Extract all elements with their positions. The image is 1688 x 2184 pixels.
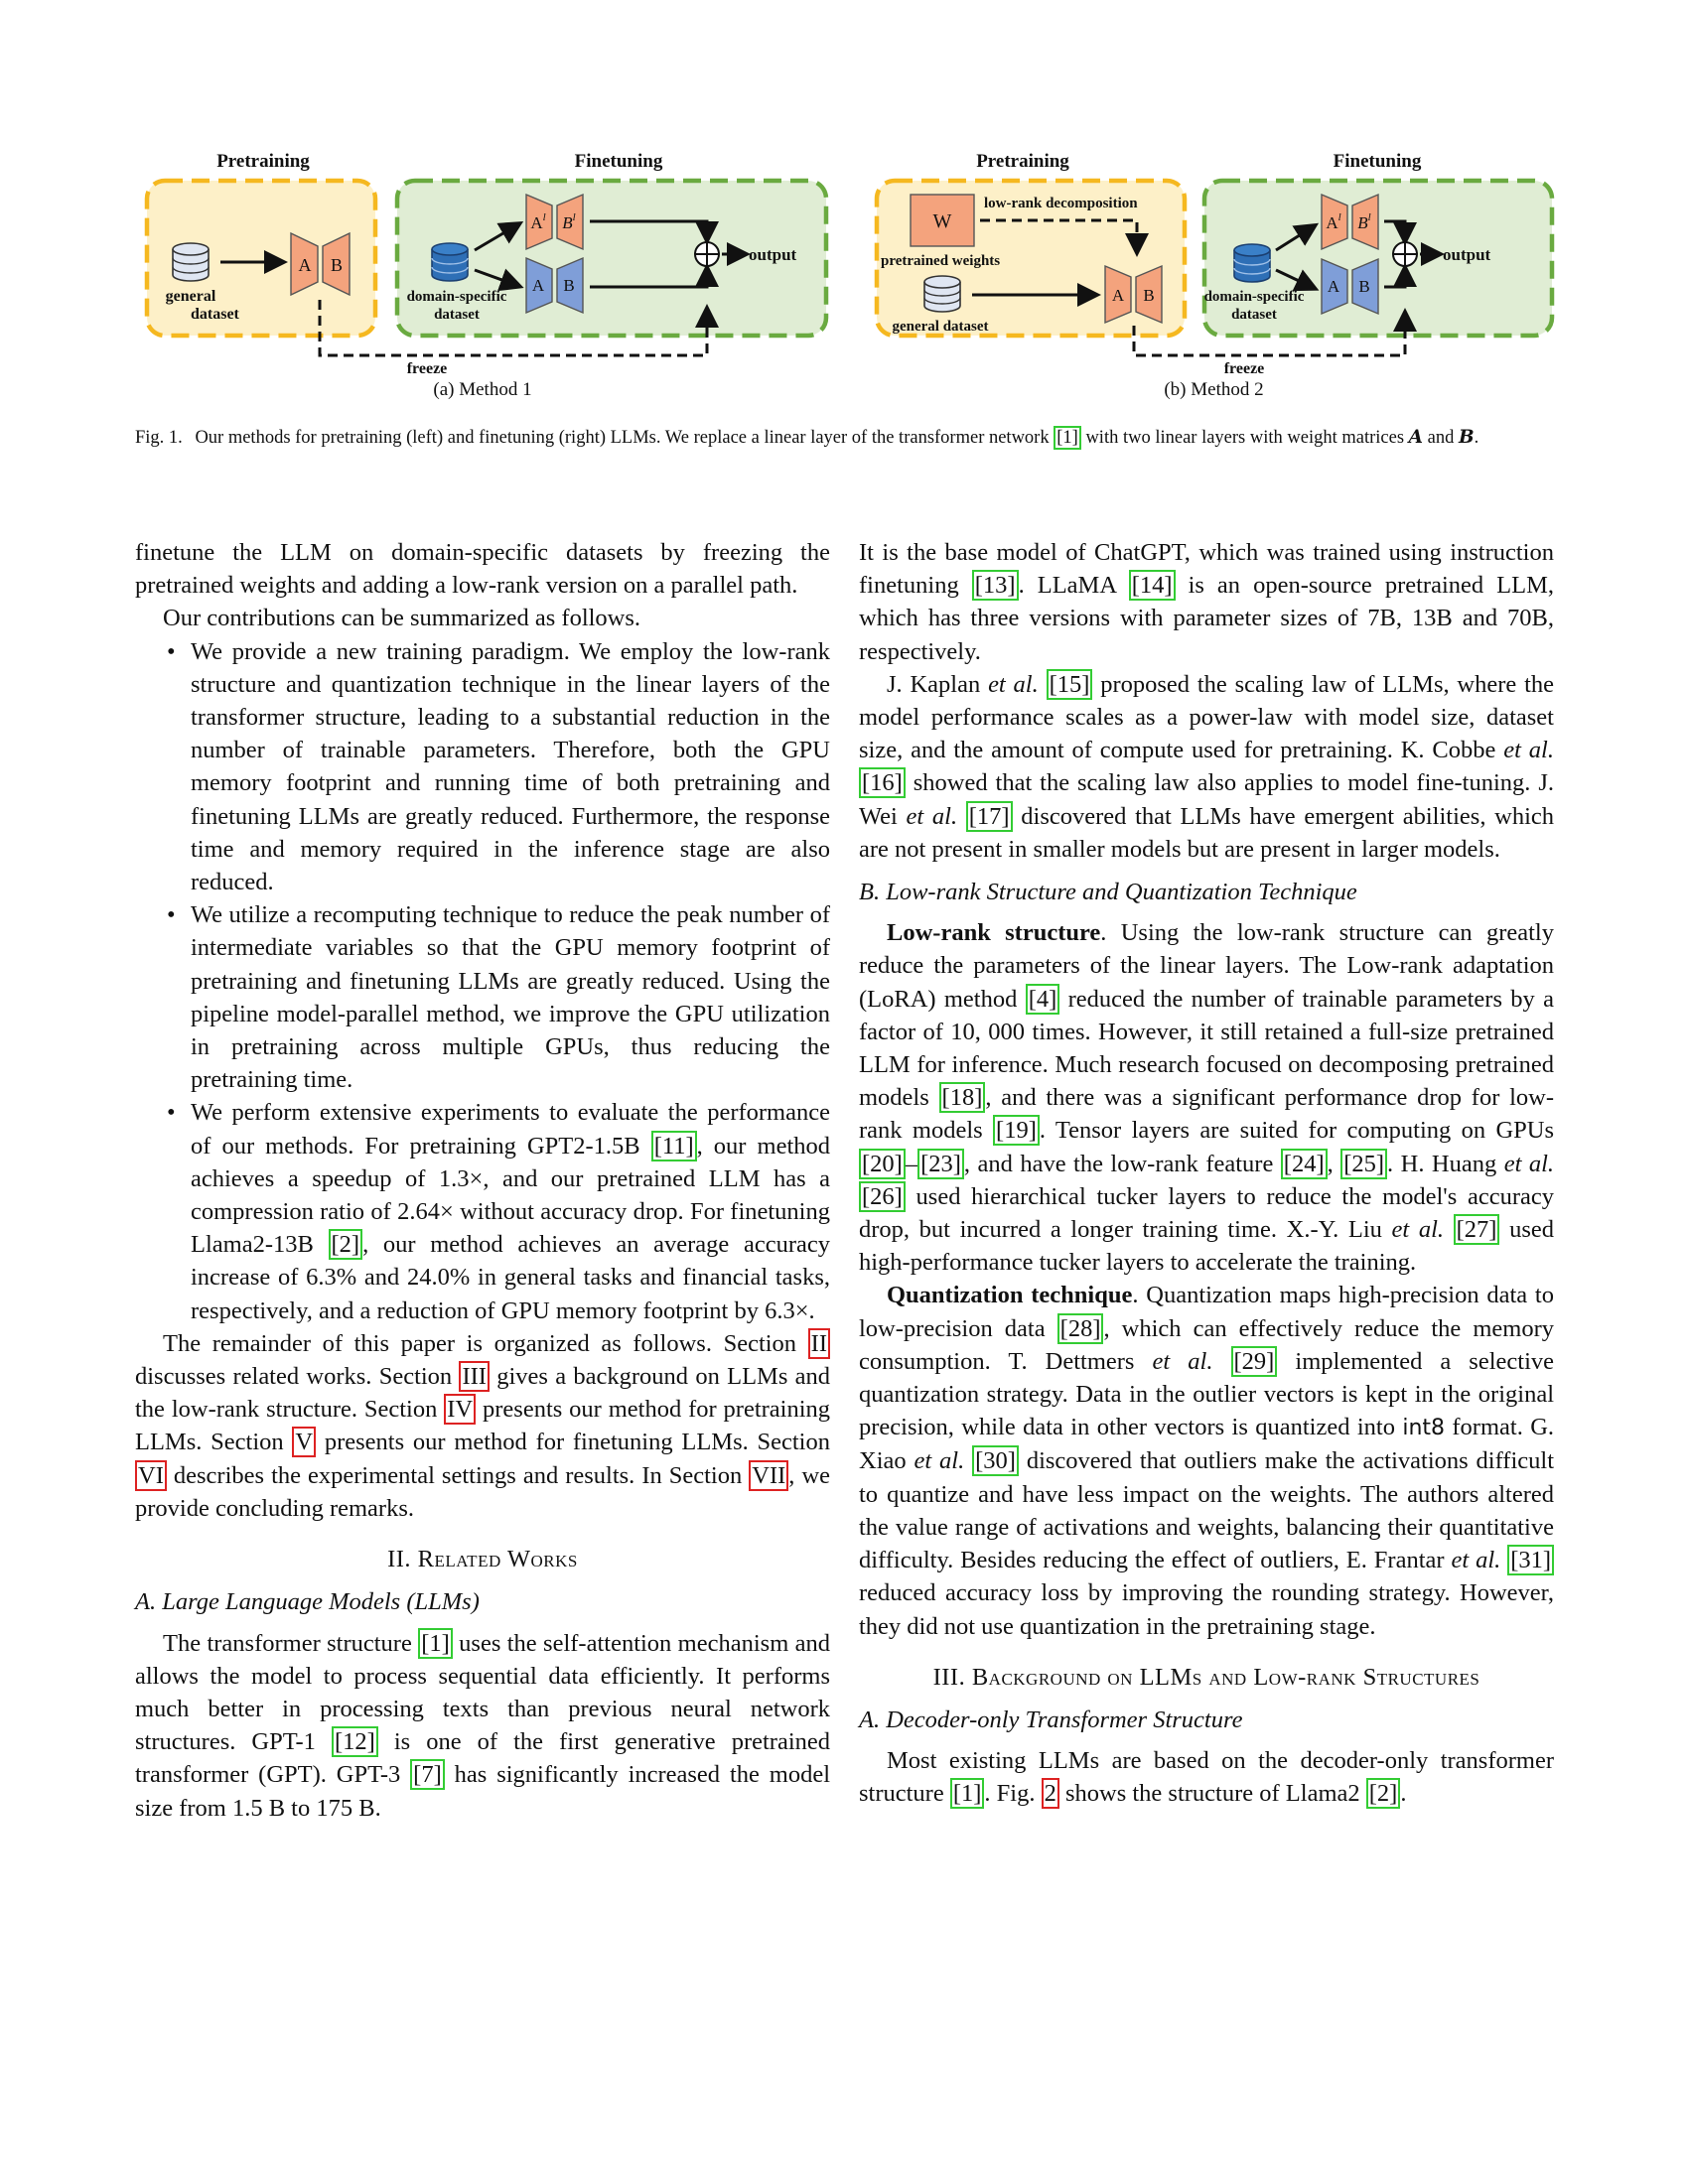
subsection-heading: A. Decoder-only Transformer Structure [859,1706,1243,1733]
finetune-al-label: $A^l$ [1326,211,1341,232]
domain-dataset-db-icon [432,243,468,281]
general-dataset-label-2: dataset [191,306,239,323]
output-label: output [749,245,797,264]
paragraph: Low-rank structure. Using the low-rank structure can greatly reduce the parameters of the linear layers. The Low-rank adaptation (LoRA) method [4] reduced the number of trainable parameters by a factor of 10, 000 times. However, it still retained a full-size pretrained LLM for inference. Much research focused on decomposing pretrained models [18] , and there was a significant performance drop for low-rank models [19] . Tensor layers are suited for computing on GPUs [20] – [23] , and have the low-rank feature [24] , [25] . H. Huang et al. [26] used hierarchical tucker layers to reduce the model's accuracy drop, but incurred a longer training time. X.-Y. Liu et al. [27] used high-performance tucker layers to accelerate the training. [859,919,1555,1277]
w-label: W [932,210,952,232]
matrix-b-symbol: B [1458,427,1475,448]
freeze-label: freeze [406,360,448,377]
domain-dataset-label-2: dataset [434,307,480,323]
matrix-a-symbol: A [1408,427,1424,448]
citation-link[interactable]: [26] [859,1181,906,1212]
citation-link[interactable]: [14] [1129,570,1176,601]
section-link[interactable]: VI [135,1460,167,1491]
citation-link[interactable]: [29] [1231,1346,1278,1377]
citation-link[interactable]: [2] [1366,1778,1401,1809]
low-rank-decomposition-label: low-rank decomposition [984,196,1138,211]
citation-link[interactable]: [19] [993,1115,1040,1146]
sum-operator-icon [1393,242,1417,266]
section-heading: II. Related Works [387,1546,578,1573]
method-2-diagram [869,139,1559,377]
finetune-a-label: A [531,276,545,295]
paragraph: finetune the LLM on domain-specific datasets by freezing the pretrained weights and adding a low-rank version on a parallel path. [135,539,830,600]
domain-dataset-label-2: dataset [1231,307,1277,323]
finetuning-title: Finetuning [574,151,663,172]
citation-link[interactable]: [1] [950,1778,985,1809]
citation-link[interactable]: [4] [1026,984,1060,1015]
finetune-b-label: B [563,276,575,295]
paragraph: Quantization technique. Quantization maps high-precision data to low-precision data [28] , which can effectively reduce the memory consumption. T. Dettmers et al. [29] implemented a selective quantization strategy. Data in the outlier vectors is kept in the original precision, while data in other vectors is quantized into int8 format. G. Xiao et al. [30] discovered that outliers make the activations difficult to quantize and have less impact on the weights. The authors altered the value range of activations and weights, balancing their quantitative difficulty. Besides reducing the effect of outliers, E. Frantar et al. [31] reduced accuracy loss by improving the rounding strategy. However, they did not use quantization in the pretraining stage. [859,1282,1555,1640]
finetune-bl-label: $B^l$ [1357,211,1371,232]
citation-link[interactable]: [2] [329,1229,363,1260]
citation-link[interactable]: [12] [332,1726,378,1757]
list-item: • We utilize a recomputing technique to reduce the peak number of intermediate variables so that the GPU memory footprint of pretraining and finetuning LLMs are greatly reduced. Using the pipeline model-parallel method, we improve the GPU utilization in pretraining across multiple GPUs, thus reducing the pretraining time. [135,898,830,1096]
citation-link[interactable]: [18] [939,1082,986,1113]
figure-panel-method-2 [869,139,1559,407]
paragraph: Most existing LLMs are based on the decoder-only transformer structure [1] . Fig. 2 shows the structure of Llama2 [2] . [859,1747,1554,1808]
figure-caption: Fig. 1. Our methods for pretraining (left) and finetuning (right) LLMs. We replace a linear layer of the transformer network [1] with two linear layers with weight matrices A and B. [135,427,1479,448]
citation-link[interactable]: [30] [972,1445,1019,1476]
finetune-b-label: B [1358,277,1370,296]
method-1-diagram [129,139,836,377]
subfigure-caption-b: (b) Method 2 [1164,379,1264,400]
left-column [135,536,830,1825]
citation-link[interactable]: [27] [1454,1214,1500,1245]
pretraining-title: Pretraining [216,151,310,172]
general-dataset-db-icon [173,243,209,281]
sum-operator-icon [695,242,719,266]
list-item: • We perform extensive experiments to evaluate the performance of our methods. For pretraining GPT2-1.5B [11] , our method achieves a speedup of 1.3×, and our pretrained LLM has a compression ratio of 2.64× without accuracy drop. For finetuning Llama2-13B [2] , our method achieves an average accuracy increase of 6.3% and 24.0% in general tasks and financial tasks, respectively, and a reduction of GPU memory footprint by 6.3×. [135,1096,830,1326]
finetune-a-label: A [1327,277,1340,296]
domain-dataset-db-icon [1234,244,1270,282]
figure-link[interactable]: 2 [1042,1778,1059,1809]
section-link[interactable]: IV [444,1394,476,1425]
finetune-bl-label: $B^l$ [562,211,576,232]
general-dataset-label: general dataset [892,319,989,335]
pretrain-b-label: B [330,255,344,275]
citation-link[interactable]: [23] [917,1149,964,1179]
citation-link[interactable]: [20] [859,1149,906,1179]
right-column [859,536,1554,1811]
paragraph-heading: Low-rank structure [887,919,1101,947]
finetuning-title: Finetuning [1333,151,1422,172]
citation-link[interactable]: [31] [1507,1545,1554,1575]
list-item: • We provide a new training paradigm. We employ the low-rank structure and quantization technique in the linear layers of the transformer structure, leading to a substantial reduction in the number of trainable parameters. Therefore, both the GPU memory footprint and running time of both pretraining and finetuning LLMs are greatly reduced. Furthermore, the response time and memory required in the inference stage are also reduced. [135,635,830,899]
section-link[interactable]: VII [749,1460,788,1491]
subsection-heading: B. Low-rank Structure and Quantization Technique [859,879,1357,906]
finetune-al-label: $A^l$ [530,211,546,232]
citation-link[interactable]: [28] [1057,1313,1104,1344]
paragraph: The transformer structure [1] uses the self-attention mechanism and allows the model to process sequential data efficiently. It performs much better in processing texts than previous neural network structures. GPT-1 [12] is one of the first generative pretrained transformer (GPT). GPT-3 [7] has significantly increased the model size from 1.5 B to 175 B. [135,1629,831,1822]
subfigure-caption-a: (a) Method 1 [433,379,532,400]
citation-link[interactable]: [1] [418,1628,453,1659]
section-heading: III. Background on LLMs and Low-rank Structures [932,1663,1480,1691]
pretrain-b-label: B [1143,286,1155,305]
citation-link[interactable]: [1] [1054,426,1081,450]
citation-link[interactable]: [13] [972,570,1019,601]
section-link[interactable]: II [808,1328,830,1359]
paragraph: J. Kaplan et al. [15] proposed the scaling law of LLMs, where the model performance scales as a power-law with model size, dataset size, and the amount of compute used for pretraining. K. Cobbe et al. [16] showed that the scaling law also applies to model fine-tuning. J. Wei et al. [17] discovered that LLMs have emergent abilities, which are not present in smaller models but are present in larger models. [859,670,1555,863]
pretrained-weights-label: pretrained weights [881,253,1001,269]
subsection-heading: A. Large Language Models (LLMs) [135,1588,480,1616]
paragraph-heading: Quantization technique [887,1282,1133,1309]
citation-link[interactable]: [17] [966,801,1013,832]
figure-label: Fig. 1. [135,428,183,448]
paragraph: The remainder of this paper is organized as follows. Section II discusses related works. Section III gives a background on LLMs and the low-rank structure. Section IV presents our method for pretraining LLMs. Section V presents our method for finetuning LLMs. Section VI describes the experimental settings and results. In Section VII , we provide concluding remarks. [135,1329,831,1522]
paragraph: It is the base model of ChatGPT, which was trained using instruction finetuning [13] . LLaMA [14] is an open-source pretrained LLM, which has three versions with parameter sizes of 7B, 13B and 70B, respectively. [859,539,1555,665]
citation-link[interactable]: [25] [1340,1149,1387,1179]
contributions-list [135,635,830,1327]
figure-1 [129,139,1559,407]
pretrain-a-label: A [298,255,312,275]
general-dataset-label: general [165,288,216,305]
citation-link[interactable]: [11] [651,1131,697,1161]
pretraining-title: Pretraining [976,151,1069,172]
domain-dataset-label: domain-specific [406,289,507,305]
citation-link[interactable]: [15] [1047,669,1093,700]
citation-link[interactable]: [7] [410,1759,445,1790]
general-dataset-db-icon [924,276,960,312]
section-link[interactable]: V [292,1427,316,1457]
freeze-label: freeze [1223,360,1265,377]
paragraph: Our contributions can be summarized as follows. [163,605,641,632]
section-link[interactable]: III [459,1361,489,1392]
figure-panel-method-1 [129,139,836,407]
domain-dataset-label: domain-specific [1203,289,1305,305]
pretrain-a-label: A [1111,286,1125,305]
citation-link[interactable]: [16] [859,767,906,798]
citation-link[interactable]: [24] [1281,1149,1328,1179]
output-label: output [1443,245,1491,264]
